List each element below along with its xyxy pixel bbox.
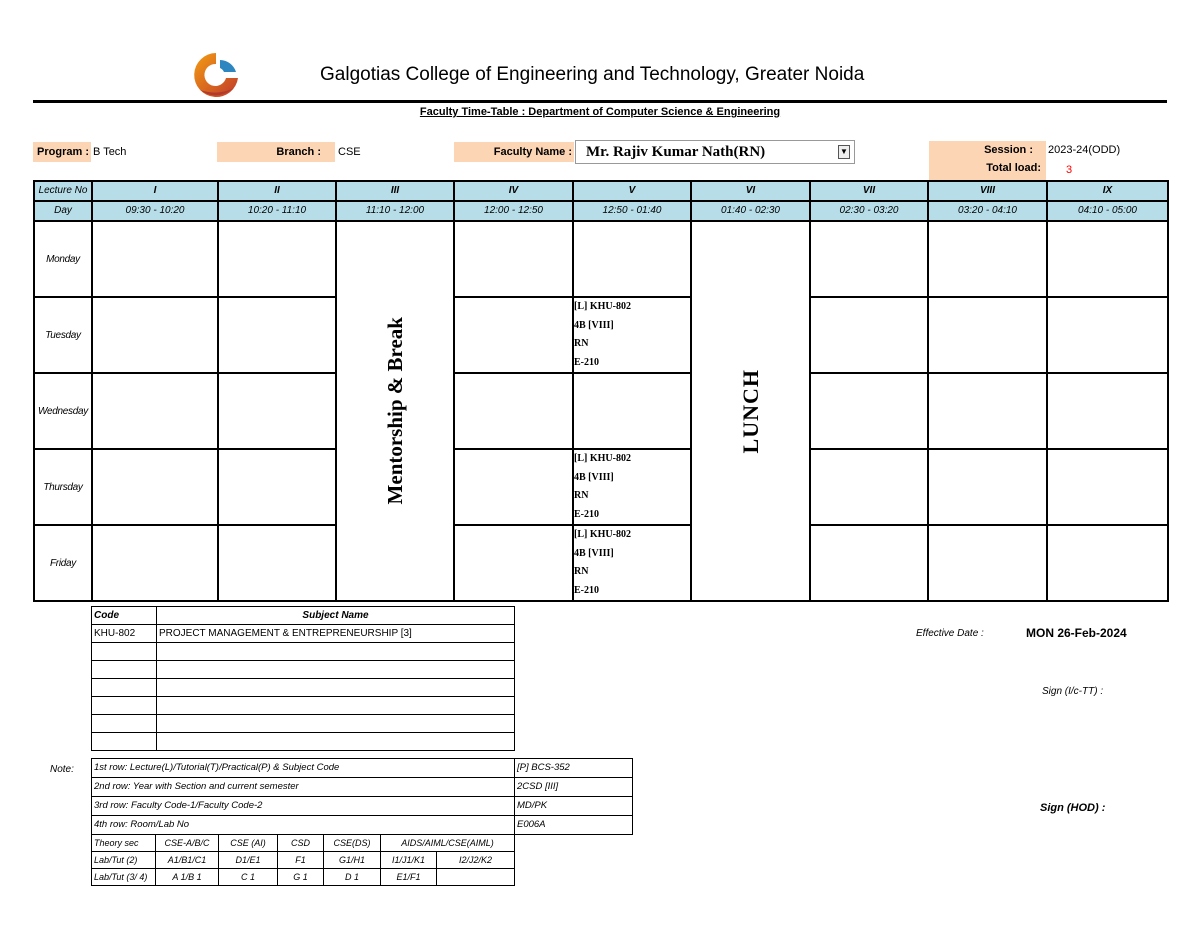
note-row [92, 759, 633, 778]
code-header: Code [92, 607, 157, 625]
college-title: Galgotias College of Engineering and Technology, Greater Noida [320, 64, 865, 85]
note-label: Note: [50, 764, 74, 775]
lecture-no-label: Lecture No [34, 181, 92, 201]
table-row [92, 715, 515, 733]
note-example: MD/PK [515, 797, 633, 816]
total-load-label: Total load: [986, 162, 1041, 174]
faculty-select[interactable] [575, 140, 855, 164]
lab-cell: A1/B1/C1 [156, 852, 219, 869]
lab-cell: Lab/Tut (2) [92, 852, 156, 869]
slot [92, 449, 218, 525]
time-slot: 04:10 - 05:00 [1047, 201, 1168, 221]
entry-subject: [L] KHU-802 [574, 301, 631, 312]
row-friday [34, 525, 1168, 601]
slot [1047, 373, 1168, 449]
class-entry-friday [573, 525, 691, 601]
row-tuesday [34, 297, 1168, 373]
sign-ic-tt: Sign (I/c-TT) : [1042, 686, 1104, 697]
lab-cell: G 1 [278, 869, 324, 886]
lecture-6: VI [691, 181, 810, 201]
slot [928, 297, 1047, 373]
lab34-row [92, 869, 633, 886]
branch-label: Branch : [217, 142, 335, 162]
note-row [92, 816, 633, 835]
time-slot: 09:30 - 10:20 [92, 201, 218, 221]
time-slot: 11:10 - 12:00 [336, 201, 454, 221]
lecture-3: III [336, 181, 454, 201]
slot [92, 525, 218, 601]
time-slot: 01:40 - 02:30 [691, 201, 810, 221]
note-text: 4th row: Room/Lab No [92, 816, 515, 835]
entry-faculty: RN [574, 338, 589, 349]
note-text: 1st row: Lecture(L)/Tutorial(T)/Practical(P) & Subject Code [92, 759, 515, 778]
entry-faculty: RN [574, 490, 589, 501]
slot [92, 297, 218, 373]
lecture-8: VIII [928, 181, 1047, 201]
note-example: E006A [515, 816, 633, 835]
sec-cell: AIDS/AIML/CSE(AIML) [381, 835, 515, 852]
slot [928, 221, 1047, 297]
slot [454, 525, 573, 601]
note-text: 3rd row: Faculty Code-1/Faculty Code-2 [92, 797, 515, 816]
table-row [92, 625, 515, 643]
chevron-down-icon[interactable]: ▼ [838, 145, 850, 159]
class-entry-thursday [573, 449, 691, 525]
lecture-header-row [34, 181, 1168, 201]
table-row [92, 679, 515, 697]
break-cell [336, 221, 454, 601]
sec-cell: CSE-A/B/C [156, 835, 219, 852]
lecture-7: VII [810, 181, 928, 201]
class-entry-tuesday [573, 297, 691, 373]
day-monday: Monday [34, 221, 92, 297]
faculty-label: Faculty Name : [454, 142, 574, 162]
sec-cell: CSE (AI) [219, 835, 278, 852]
sec-cell: CSD [278, 835, 324, 852]
lab-cell: E1/F1 [381, 869, 437, 886]
slot [928, 525, 1047, 601]
timetable [33, 180, 1169, 602]
slot [810, 525, 928, 601]
faculty-select-value: Mr. Rajiv Kumar Nath(RN) [586, 144, 766, 160]
row-monday [34, 221, 1168, 297]
slot [218, 449, 336, 525]
slot [218, 297, 336, 373]
time-slot: 10:20 - 11:10 [218, 201, 336, 221]
lab-cell: C 1 [219, 869, 278, 886]
program-label: Program : [33, 142, 91, 162]
branch-value: CSE [338, 146, 361, 158]
lab-cell: A 1/B 1 [156, 869, 219, 886]
table-row [92, 661, 515, 679]
table-row [92, 733, 515, 751]
slot [1047, 449, 1168, 525]
entry-room: E-210 [574, 508, 599, 520]
slot [1047, 221, 1168, 297]
slot [218, 221, 336, 297]
break-label: Mentorship & Break [383, 317, 407, 505]
slot [928, 449, 1047, 525]
entry-section: 4B [VIII] [574, 547, 614, 559]
lecture-1: I [92, 181, 218, 201]
note-text: 2nd row: Year with Section and current semester [92, 778, 515, 797]
program-value: B Tech [93, 146, 127, 158]
time-slot: 03:20 - 04:10 [928, 201, 1047, 221]
total-load-value: 3 [1066, 164, 1073, 176]
lab-cell: D1/E1 [219, 852, 278, 869]
entry-faculty: RN [574, 566, 589, 577]
subject-name-header: Subject Name [157, 607, 515, 625]
sec-cell: Theory sec [92, 835, 156, 852]
subject-name: PROJECT MANAGEMENT & ENTREPRENEURSHIP [3] [157, 625, 515, 643]
time-slot: 02:30 - 03:20 [810, 201, 928, 221]
lecture-9: IX [1047, 181, 1168, 201]
slot [92, 221, 218, 297]
slot [1047, 525, 1168, 601]
slot [928, 373, 1047, 449]
entry-room: E-210 [574, 584, 599, 596]
day-thursday: Thursday [34, 449, 92, 525]
lecture-5: V [573, 181, 691, 201]
slot [218, 525, 336, 601]
slot [454, 449, 573, 525]
entry-subject: [L] KHU-802 [574, 453, 631, 464]
note-row [92, 797, 633, 816]
slot [454, 297, 573, 373]
lab-cell: I2/J2/K2 [437, 852, 515, 869]
lunch-cell [691, 221, 810, 601]
session-label: Session : [984, 144, 1033, 156]
day-label: Day [34, 201, 92, 221]
time-header-row [34, 201, 1168, 221]
lab-cell: G1/H1 [324, 852, 381, 869]
time-slot: 12:50 - 01:40 [573, 201, 691, 221]
table-row [92, 697, 515, 715]
slot [573, 373, 691, 449]
lab-cell: D 1 [324, 869, 381, 886]
lecture-2: II [218, 181, 336, 201]
slot [810, 221, 928, 297]
effective-date-value: MON 26-Feb-2024 [1026, 626, 1127, 640]
note-example: [P] BCS-352 [515, 759, 633, 778]
subject-table [91, 606, 515, 751]
lunch-label: LUNCH [737, 368, 763, 454]
sec-cell: CSE(DS) [324, 835, 381, 852]
day-tuesday: Tuesday [34, 297, 92, 373]
note-example: 2CSD [III] [515, 778, 633, 797]
page-subtitle: Faculty Time-Table : Department of Computer Science & Engineering [419, 106, 781, 118]
slot [454, 221, 573, 297]
entry-section: 4B [VIII] [574, 471, 614, 483]
entry-section: 4B [VIII] [574, 319, 614, 331]
slot [218, 373, 336, 449]
lab-cell: I1/J1/K1 [381, 852, 437, 869]
entry-subject: [L] KHU-802 [574, 529, 631, 540]
slot [454, 373, 573, 449]
lab-cell [437, 869, 515, 886]
day-friday: Friday [34, 525, 92, 601]
day-wednesday: Wednesday [34, 373, 92, 449]
sign-hod: Sign (HOD) : [1040, 802, 1106, 814]
row-thursday [34, 449, 1168, 525]
table-row [92, 643, 515, 661]
slot [1047, 297, 1168, 373]
slot [573, 221, 691, 297]
slot [810, 449, 928, 525]
effective-date-label: Effective Date : [916, 628, 984, 639]
section-row [92, 835, 633, 852]
time-slot: 12:00 - 12:50 [454, 201, 573, 221]
college-logo-icon [186, 50, 246, 100]
session-value: 2023-24(ODD) [1048, 144, 1121, 156]
entry-room: E-210 [574, 356, 599, 368]
lab-cell: F1 [278, 852, 324, 869]
header-divider [33, 100, 1167, 103]
slot [92, 373, 218, 449]
slot [810, 373, 928, 449]
slot [810, 297, 928, 373]
note-row [92, 778, 633, 797]
lecture-4: IV [454, 181, 573, 201]
subject-code: KHU-802 [92, 625, 157, 643]
row-wednesday [34, 373, 1168, 449]
lab-cell: Lab/Tut (3/ 4) [92, 869, 156, 886]
lab2-row [92, 852, 633, 869]
note-table [91, 758, 633, 886]
